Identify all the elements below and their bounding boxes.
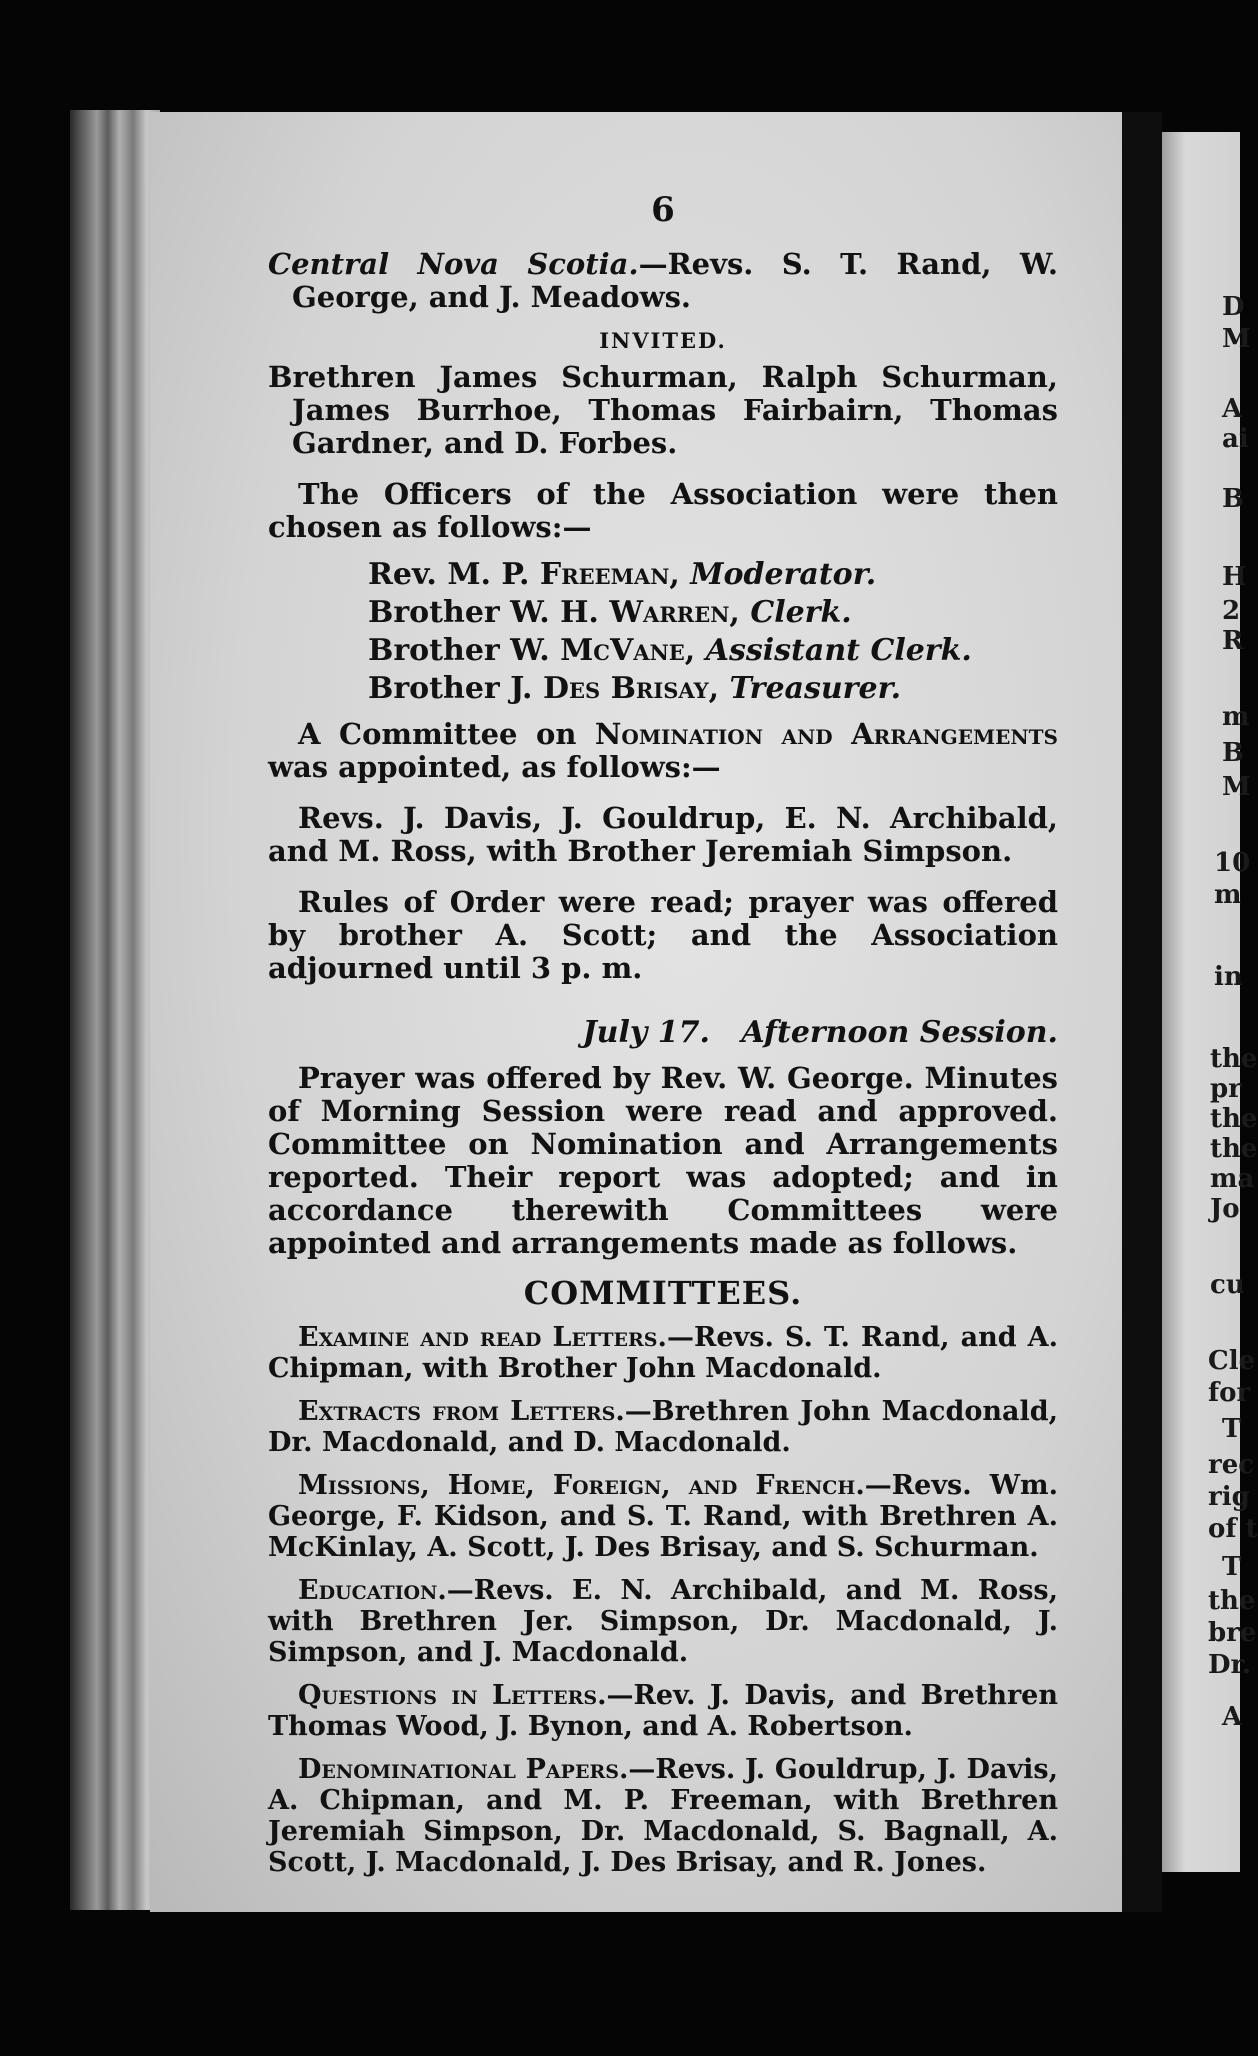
adjacent-fragment: in	[1214, 962, 1243, 992]
invited-heading: INVITED.	[599, 328, 727, 353]
adjacent-fragment: ma	[1210, 1164, 1255, 1194]
adjacent-fragment: Jo	[1210, 1194, 1240, 1224]
officers-list	[368, 556, 1058, 708]
adjacent-fragment: m	[1214, 880, 1242, 910]
adjacent-fragment: T	[1222, 1414, 1242, 1444]
adjacent-fragment: D	[1222, 292, 1245, 322]
committee-entry: Education.—Revs. E. N. Archibald, and M. Ross, with Brethren Jer. Simpson, Dr. Macdonald, J. Simpson, and J. Macdonald.	[268, 1575, 1058, 1668]
book-binding	[70, 110, 160, 1910]
adjacent-fragment: M	[1222, 324, 1251, 354]
adjacent-fragment: A	[1222, 394, 1243, 424]
adjacent-fragment: A	[1222, 1702, 1243, 1732]
committees-heading: COMMITTEES.	[523, 1274, 803, 1312]
page-number: 6	[651, 190, 675, 230]
adjacent-fragment: the	[1208, 1586, 1256, 1616]
committee-entry: Questions in Letters.—Rev. J. Davis, and Brethren Thomas Wood, J. Bynon, and A. Robertson.	[268, 1680, 1058, 1742]
adjacent-page-edge	[1162, 132, 1258, 1872]
officers-intro: The Officers of the Association were then chosen as follows:—	[268, 477, 1058, 544]
officer-moderator: Rev. M. P. Freeman, Moderator.	[368, 557, 877, 592]
adjacent-fragment: 10	[1214, 848, 1251, 878]
adjacent-fragment: ai	[1222, 424, 1249, 454]
adjacent-fragment: the	[1210, 1104, 1258, 1134]
adjacent-fragment: B	[1222, 738, 1244, 768]
session-heading: July 17. Afternoon Session.	[582, 1015, 1058, 1050]
committee-entry: Denominational Papers.—Revs. J. Gouldrup, J. Davis, A. Chipman, and M. P. Freeman, with Brethren Jeremiah Simpson, Dr. Macdonald, S. Bagnall, A. Scott, J. Macdonald, J. Des Brisay, and R. Jones.	[268, 1754, 1058, 1878]
adjacent-fragment: Dr.	[1208, 1650, 1251, 1680]
page-gutter	[1122, 112, 1162, 1912]
officer-assistant-clerk: Brother W. McVane, Assistant Clerk.	[368, 633, 972, 668]
committee-entry: Extracts from Letters.—Brethren John Macdonald, Dr. Macdonald, and D. Macdonald.	[268, 1396, 1058, 1458]
adjacent-fragment: R	[1222, 626, 1244, 656]
committees-list	[268, 1322, 1058, 1878]
adjacent-fragment: H	[1222, 562, 1247, 592]
adjacent-fragment: rig	[1208, 1482, 1250, 1512]
adjacent-fragment: 2	[1222, 596, 1241, 626]
region-members: —Revs. S. T. Rand, W. George, and J. Meadows.	[292, 247, 1058, 314]
officer-clerk: Brother W. H. Warren, Clerk.	[368, 595, 852, 630]
committee-entry: Examine and read Letters.—Revs. S. T. Rand, and A. Chipman, with Brother John Macdonald.	[268, 1322, 1059, 1384]
rules-paragraph: Rules of Order were read; prayer was offered by brother A. Scott; and the Association adjourned until 3 p. m.	[268, 885, 1058, 985]
adjacent-fragment: bre	[1208, 1618, 1257, 1648]
adjacent-fragment: the	[1210, 1134, 1258, 1164]
adjacent-fragment: of t	[1208, 1514, 1258, 1544]
adjacent-fragment: m	[1222, 702, 1250, 732]
adjacent-fragment: cu	[1210, 1270, 1245, 1300]
adjacent-fragment: the	[1210, 1044, 1258, 1074]
central-nova-scotia-paragraph	[268, 248, 1058, 314]
adjacent-fragment: pr	[1210, 1074, 1242, 1104]
adjacent-fragment: T	[1222, 1552, 1242, 1582]
committee-members: Revs. J. Davis, J. Gouldrup, E. N. Archibald, and M. Ross, with Brother Jeremiah Simpson.	[268, 801, 1058, 868]
committee-entry: Missions, Home, Foreign, and French.—Revs. Wm. George, F. Kidson, and S. T. Rand, with Brethren A. McKinlay, A. Scott, J. Des Brisay, and S. Schurman.	[268, 1470, 1058, 1563]
region-name: Central Nova Scotia.	[268, 247, 639, 281]
adjacent-fragment: B	[1222, 484, 1244, 514]
adjacent-fragment: for	[1208, 1378, 1251, 1408]
adjacent-fragment: M	[1222, 772, 1251, 802]
book-page	[150, 112, 1122, 1912]
adjacent-fragment: rec	[1208, 1450, 1255, 1480]
page-content	[268, 190, 1058, 1890]
adjacent-fragment: Cle	[1208, 1346, 1256, 1376]
committee-intro: A Committee on Nomination and Arrangements was appointed, as follows:—	[268, 717, 1058, 784]
afternoon-paragraph: Prayer was offered by Rev. W. George. Minutes of Morning Session were read and approved. Committee on Nomination and Arrangements reported. Their report was adopted; and in accordance therewith Committees were appointed and arrangements made as follows.	[268, 1061, 1058, 1260]
invited-paragraph: Brethren James Schurman, Ralph Schurman, James Burrhoe, Thomas Fairbairn, Thomas Gardner, and D. Forbes.	[268, 360, 1058, 460]
officer-treasurer: Brother J. Des Brisay, Treasurer.	[368, 671, 902, 706]
